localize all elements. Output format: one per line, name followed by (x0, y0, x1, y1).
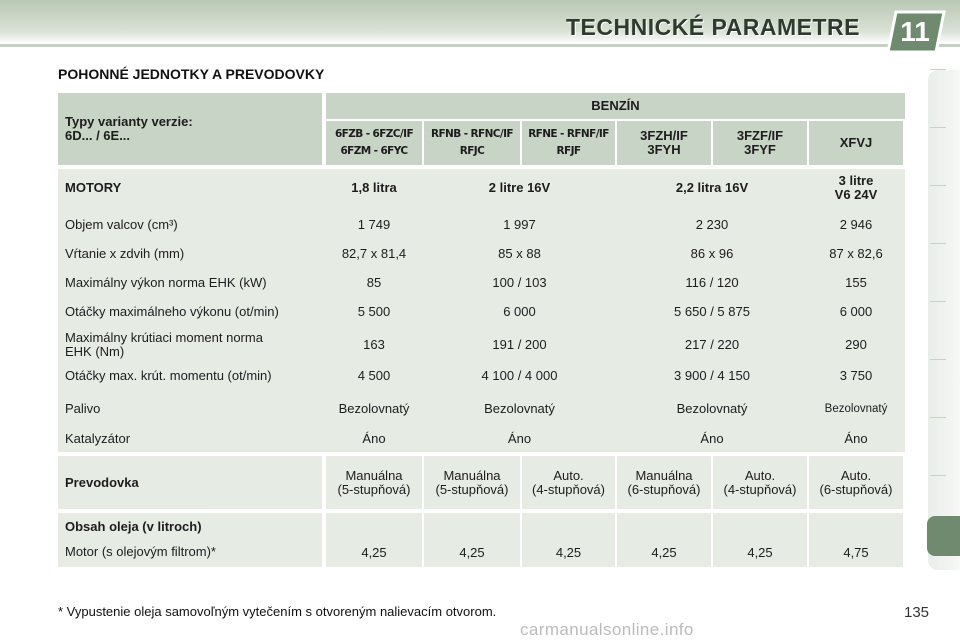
spec-value: Bezolovnatý (424, 395, 615, 423)
oil-value: 4,25 (424, 513, 520, 567)
watermark: carmanualsonline.info (520, 620, 694, 639)
gearbox-type: Manuálna (5-stupňová) (424, 456, 520, 509)
active-chapter-tab[interactable] (927, 516, 960, 556)
fuel-header: BENZÍN (326, 93, 905, 119)
spec-label: Otáčky max. krút. momentu (ot/min) (58, 363, 322, 389)
spec-value: 290 (809, 329, 903, 361)
page-number: 135 (904, 604, 930, 621)
spec-value: 85 (326, 270, 422, 296)
oil-label: Obsah oleja (v litroch) (65, 519, 202, 534)
spec-value: 2 946 (809, 212, 903, 238)
spec-value: 217 / 220 (617, 329, 807, 361)
spec-value: 4 100 / 4 000 (424, 363, 615, 389)
variant-code: RFNB - RFNC/IF RFJC (424, 121, 520, 165)
spec-value: 155 (809, 270, 903, 296)
chapter-number: 11 (900, 16, 930, 47)
spec-value: 4 500 (326, 363, 422, 389)
footnote: * Vypustenie oleja samovoľným vytečením s otvoreným nalievacím otvorom. (58, 604, 497, 619)
spec-value: Áno (326, 426, 422, 452)
spec-value: Bezolovnatý (617, 395, 807, 423)
spec-value: 100 / 103 (424, 270, 615, 296)
gearbox-type: Auto. (6-stupňová) (809, 456, 903, 509)
header-divider (0, 44, 960, 47)
oil-value: 4,25 (522, 513, 615, 567)
spec-label: Palivo (58, 395, 322, 423)
spec-label: Objem valcov (cm³) (58, 212, 322, 238)
spec-value: Áno (617, 426, 807, 452)
engine-name: 2,2 litra 16V (617, 174, 807, 202)
chapter-tab-divider (930, 243, 946, 244)
variant-code: 6FZB - 6FZC/IF 6FZM - 6FYC (326, 121, 422, 165)
chapter-tab-divider (930, 69, 946, 70)
spec-value: Áno (424, 426, 615, 452)
spec-value: 87 x 82,6 (809, 241, 903, 267)
chapter-tab-divider (930, 359, 946, 360)
oil-value: 4,25 (326, 513, 422, 567)
chapter-tab-divider (930, 417, 946, 418)
spec-value: 6 000 (424, 299, 615, 325)
variant-code: XFVJ (809, 121, 903, 165)
spec-value: 3 750 (809, 363, 903, 389)
oil-sublabel: Motor (s olejovým filtrom)* (65, 544, 216, 559)
side-tab-strip (928, 70, 960, 570)
gearbox-type: Auto. (4-stupňová) (713, 456, 807, 509)
oil-value: 4,25 (713, 513, 807, 567)
oil-value: 4,75 (809, 513, 903, 567)
chapter-tab-divider (930, 185, 946, 186)
spec-value: Áno (809, 426, 903, 452)
spec-value: Bezolovnatý (326, 395, 422, 423)
variant-code: 3FZH/IF 3FYH (617, 121, 711, 165)
engines-label: MOTORY (58, 174, 322, 202)
gearbox-type: Manuálna (6-stupňová) (617, 456, 711, 509)
spec-value: 1 997 (424, 212, 615, 238)
spec-value: 86 x 96 (617, 241, 807, 267)
spec-label: Vŕtanie x zdvih (mm) (58, 241, 322, 267)
variant-code: RFNE - RFNF/IF RFJF (522, 121, 615, 165)
chapter-badge (884, 8, 946, 56)
variant-header: Typy varianty verzie: 6D... / 6E... (58, 93, 322, 165)
spec-label: Maximálny krútiaci moment norma EHK (Nm) (58, 329, 322, 361)
spec-value: 5 500 (326, 299, 422, 325)
oil-value: 4,25 (617, 513, 711, 567)
chapter-tab-divider (930, 127, 946, 128)
spec-value: 163 (326, 329, 422, 361)
spec-value: 3 900 / 4 150 (617, 363, 807, 389)
chapter-tab-divider (930, 475, 946, 476)
engine-name: 1,8 litra (326, 174, 422, 202)
spec-label: Katalyzátor (58, 426, 322, 452)
spec-value: 116 / 120 (617, 270, 807, 296)
gearbox-label: Prevodovka (58, 456, 322, 509)
engine-name: 3 litre V6 24V (809, 174, 903, 202)
spec-label: Maximálny výkon norma EHK (kW) (58, 270, 322, 296)
spec-label: Otáčky maximálneho výkonu (ot/min) (58, 299, 322, 325)
gearbox-type: Auto. (4-stupňová) (522, 456, 615, 509)
spec-value: 191 / 200 (424, 329, 615, 361)
gearbox-type: Manuálna (5-stupňová) (326, 456, 422, 509)
engine-name: 2 litre 16V (424, 174, 615, 202)
chapter-tab-divider (930, 301, 946, 302)
chapter-title: TECHNICKÉ PARAMETRE (565, 14, 860, 40)
spec-value: 5 650 / 5 875 (617, 299, 807, 325)
spec-value: 6 000 (809, 299, 903, 325)
variant-code: 3FZF/IF 3FYF (713, 121, 807, 165)
section-title: POHONNÉ JEDNOTKY A PREVODOVKY (58, 66, 325, 82)
spec-value: 2 230 (617, 212, 807, 238)
spec-value: 82,7 x 81,4 (326, 241, 422, 267)
spec-value: Bezolovnatý (809, 395, 903, 423)
spec-value: 1 749 (326, 212, 422, 238)
spec-value: 85 x 88 (424, 241, 615, 267)
